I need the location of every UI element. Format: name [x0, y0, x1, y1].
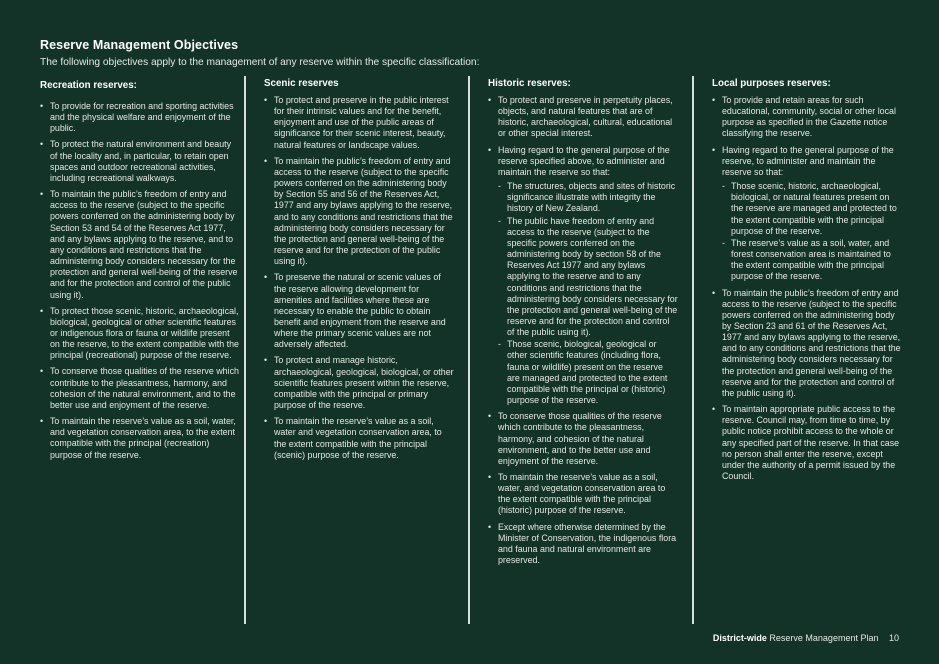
objective-item [712, 288, 902, 400]
page-title: Reserve Management Objectives [40, 38, 239, 52]
objective-list [488, 95, 678, 566]
column-divider [692, 76, 694, 624]
objective-list [712, 95, 902, 482]
column-recreation-reserves [40, 78, 240, 466]
column-heading: Historic reserves: [488, 78, 571, 89]
objective-text: To conserve those qualities of the reserve which contribute to the pleasantness, harmony, and cohesion of the natural environment, and to the better use and enjoyment of the reserve. [498, 411, 662, 466]
objective-text: To protect and preserve in perpetuity places, objects, and natural features that are of historic, archaeological, cultural, educational or other special interest. [498, 95, 673, 139]
objective-text: To protect and preserve in the public interest for their intrinsic values and for the benefit, enjoyment and use of the public areas of significance for their scenic interest, beauty, natural features or landscape values. [274, 95, 449, 150]
objective-item [40, 366, 240, 411]
objective-item [488, 145, 678, 407]
sub-objective-item: - Those scenic, historic, archaeological, biological, or natural features present on the reserve are managed and protected to the extent compatible with the principal purpose of the reserve. [722, 181, 902, 237]
sub-objective-list [498, 181, 678, 406]
column-heading: Scenic reserves [264, 78, 339, 89]
objective-text: Except where otherwise determined by the Minister of Conservation, the indigenous flora and fauna and natural environment are preserved. [498, 521, 677, 566]
objective-text: To provide for recreation and sporting activities and the physical welfare and enjoyment of the public. [50, 101, 234, 134]
sub-objective-item: - Those scenic, biological, geological or other scientific features (including flora, fauna or wildlife) present on the reserve are managed and protected to the extent compatible with the principal or (historic) purpose of the reserve. [498, 339, 678, 406]
objective-text: Having regard to the general purpose of the reserve, to administer and maintain the reserve so that: [722, 144, 894, 177]
objective-item [40, 416, 240, 461]
objective-item [264, 355, 454, 411]
objective-text: To protect the natural environment and beauty of the locality and, in particular, to retain open spaces and outdoor recreational activities, including recreational walkways. [50, 139, 232, 183]
objective-text: To maintain the public’s freedom of entry and access to the reserve (subject to the specific powers conferred on the administering body by Section 23 and 61 of the Reserves Act, 1977 and any bylaws applying to the reserve, and to any conditions and restrictions that the administering body considers necessary for the protection and general well-being of the reserve and for the protection and control of the public using it). [722, 287, 901, 398]
objective-item [264, 95, 454, 151]
objective-text: To conserve those qualities of the reserve which contribute to the pleasantness, harmony, and cohesion of the natural environment, and to the better use and enjoyment of the reserve. [50, 366, 239, 410]
objective-text: To maintain the reserve’s value as a soil, water, and vegetation conservation area to the extent compatible with the principal (historic) purpose of the reserve. [498, 472, 666, 516]
sub-objective-item: - The structures, objects and sites of historic significance illustrate with integrity the history of New Zealand. [498, 181, 678, 214]
sub-objective-list [722, 181, 902, 282]
column-divider [244, 76, 246, 624]
page-footer [713, 633, 899, 643]
objective-item [40, 139, 240, 184]
page-number: 10 [888, 633, 899, 643]
objective-item [488, 95, 678, 140]
objective-item [264, 416, 454, 461]
footer-document-title: Reserve Management Plan [769, 633, 879, 643]
objective-item [264, 272, 454, 350]
objective-item [712, 404, 902, 482]
objective-text: To provide and retain areas for such educational, community, social or other local purpose as specified in the Gazette notice classifying the reserve. [722, 95, 896, 139]
objective-text: To maintain the public’s freedom of entry and access to the reserve (subject to the specific powers conferred on the administering body by Section 53 and 54 of the Reserves Act 1977, and any bylaws applying to the reserve, and to any conditions and restrictions that the administering body considers necessary for the protection and general well-being of the reserve and for the protection and control of the public using it). [50, 189, 238, 300]
objective-item [488, 522, 678, 567]
sub-objective-item: - The public have freedom of entry and access to the reserve (subject to the specific powers conferred on the administering body by section 58 of the Reserves Act 1977 and any bylaws applying to the reserve and to any conditions and restrictions that the administering body considers necessary for the protection and general well-being of the reserve and for the protection and control of the public using it). [498, 216, 678, 339]
objective-item [40, 101, 240, 134]
column-heading: Recreation reserves: [40, 80, 137, 91]
footer-document-bold: District-wide [712, 633, 767, 643]
objective-text: To protect and manage historic, archaeological, geological, biological, or other scientific features present within the reserve, compatible with the principal or primary purpose of the reserve. [274, 355, 454, 411]
objective-text: To maintain the reserve’s value as a soil, water and vegetation conservation area, to the extent compatible with the principal (scenic) purpose of the reserve. [274, 416, 442, 460]
objective-item [488, 411, 678, 467]
column-heading: Local purposes reserves: [712, 78, 831, 89]
objective-text: Having regard to the general purpose of the reserve specified above, to administer and maintain the reserve so that: [498, 144, 670, 177]
column-scenic-reserves [264, 78, 454, 466]
objective-list [40, 101, 240, 461]
objective-item [40, 189, 240, 301]
objective-text: To maintain appropriate public access to the reserve. Council may, from time to time, by public notice prohibit access to the whole or any specified part of the reserve. In that case no person shall enter the reserve, except under the authority of a permit issued by the Council. [722, 404, 900, 481]
objective-text: To protect those scenic, historic, archaeological, biological, geological or other scientific features or indigenous flora or fauna or wildlife present on the reserve, to the extent compatible with the principal (recreational) purpose of the reserve. [50, 305, 239, 361]
objective-item [264, 156, 454, 268]
column-historic-reserves [488, 78, 678, 571]
objective-text: To preserve the natural or scenic values of the reserve allowing development for amenities and facilities where these are necessary to enable the public to obtain benefit and enjoyment from the reserve and where the primary scenic values are not adversely affected. [274, 272, 446, 350]
objective-item [712, 95, 902, 140]
objective-item [40, 306, 240, 362]
sub-objective-item: - The reserve’s value as a soil, water, and forest conservation area is maintained to the extent compatible with the principal purpose of the reserve. [722, 238, 902, 283]
column-divider [468, 76, 470, 624]
objective-item [488, 472, 678, 517]
objective-text: To maintain the reserve’s value as a soil, water, and vegetation conservation area, to the extent compatible with the principal (recreation) purpose of the reserve. [50, 416, 236, 460]
column-local-purposes-reserves [712, 78, 902, 487]
objective-list [264, 95, 454, 461]
objective-item [712, 145, 902, 283]
page-subtitle: The following objectives apply to the management of any reserve within the specific classification: [40, 57, 480, 68]
objective-text: To maintain the public’s freedom of entry and access to the reserve (subject to the specific powers conferred on the administering body by Section 55 and 56 of the Reserves Act, 1977 and any bylaws applying to the reserve, and to any conditions and restrictions that the administering body considers necessary for the protection and general well-being of the reserve and for the protection of the public using it). [274, 155, 453, 267]
